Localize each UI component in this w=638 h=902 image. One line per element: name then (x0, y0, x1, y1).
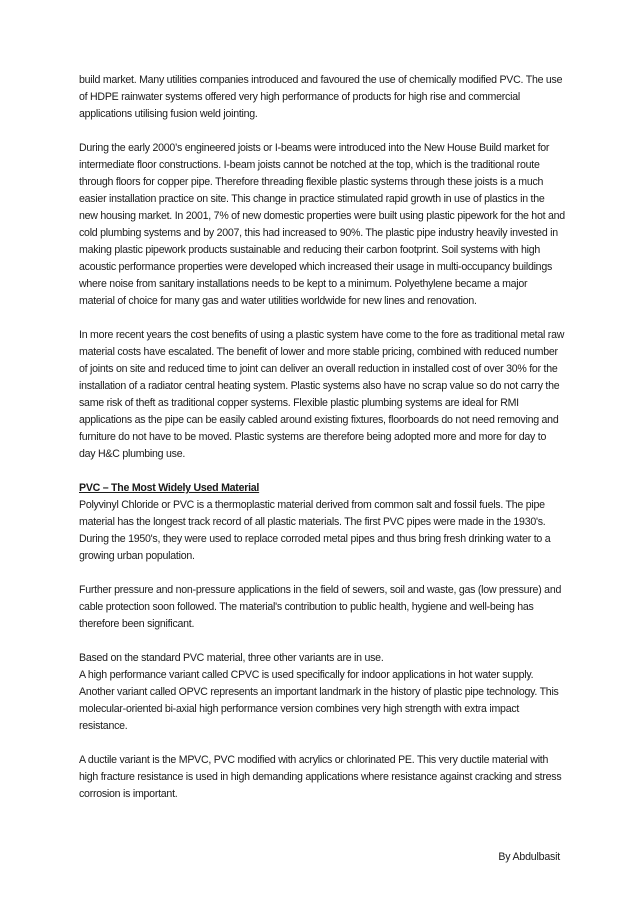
paragraph-early-2000s: During the early 2000’s engineered joists or I-beams were introduced into the New House Build market for intermediate floor constructions. I-beam joists cannot be notched at the top, which is the traditional route through floors for copper pipe. Therefore threading flexible plastic systems through these joists is a much easier installation practice on site. This change in practice stimulated rapid growth in use of plastics in the new housing market. In 2001, 7% of new domestic properties were built using plastic pipework for the hot and cold plumbing systems and by 2007, this had increased to 90%. The plastic pipe industry heavily invested in making plastic pipework products sustainable and reducing their carbon footprint. Soil systems with high acoustic performance properties were developed which increased their usage in multi-occupancy buildings where noise from sanitary installations needs to be kept to a minimum. Polyethylene became a major material of choice for many gas and water utilities worldwide for new lines and renovation. (79, 142, 565, 307)
paragraph-variant-cpvc: A high performance variant called CPVC is used specifically for indoor applications in hot water supply. (79, 669, 534, 681)
paragraph-hdpe: build market. Many utilities companies introduced and favoured the use of chemically modified PVC. The use of HDPE rainwater systems offered very high performance of products for high rise and commercial applications utilising fusion weld jointing. (79, 74, 563, 120)
paragraph-variant-mpvc: A ductile variant is the MPVC, PVC modified with acrylics or chlorinated PE. This very ductile material with high fracture resistance is used in high demanding applications where resistance against cracking and stress corrosion is important. (79, 754, 562, 800)
paragraph-cost-benefits: In more recent years the cost benefits of using a plastic system have come to the fore as traditional metal raw material costs have escalated. The benefit of lower and more stable pricing, combined with reduced number of joints on site and reduced time to joint can deliver an overall reduction in installed cost of over 30% for the installation of a radiator central heating system. Plastic systems also have no scrap value so do not carry the same risk of theft as traditional copper systems. Flexible plastic plumbing systems are ideal for RMI applications as the pipe can be easily cabled around existing fixtures, floorboards do not need removing and furniture do not have to be moved. Plastic systems are therefore being adopted more and more for day to day H&C plumbing use. (79, 329, 565, 460)
paragraph-pvc-intro: Polyvinyl Chloride or PVC is a thermoplastic material derived from common salt and fossil fuels. The pipe material has the longest track record of all plastic materials. The first PVC pipes were made in the 1930's. During the 1950's, they were used to replace corroded metal pipes and thus bring fresh drinking water to a growing urban population. (79, 499, 551, 562)
paragraph-variants-intro: Based on the standard PVC material, three other variants are in use. (79, 652, 384, 664)
section-heading-pvc: PVC – The Most Widely Used Material (79, 482, 260, 494)
footer-author: By Abdulbasit (498, 851, 560, 863)
document-body (79, 72, 565, 820)
paragraph-pvc-applications: Further pressure and non-pressure applications in the field of sewers, soil and waste, gas (low pressure) and cable protection soon followed. The material's contribution to public health, hygiene and well-being has therefore been significant. (79, 584, 562, 630)
paragraph-variant-opvc: Another variant called OPVC represents an important landmark in the history of plastic pipe technology. This molecular-oriented bi-axial high performance version combines very high strength with extra impact resistance. (79, 686, 559, 732)
